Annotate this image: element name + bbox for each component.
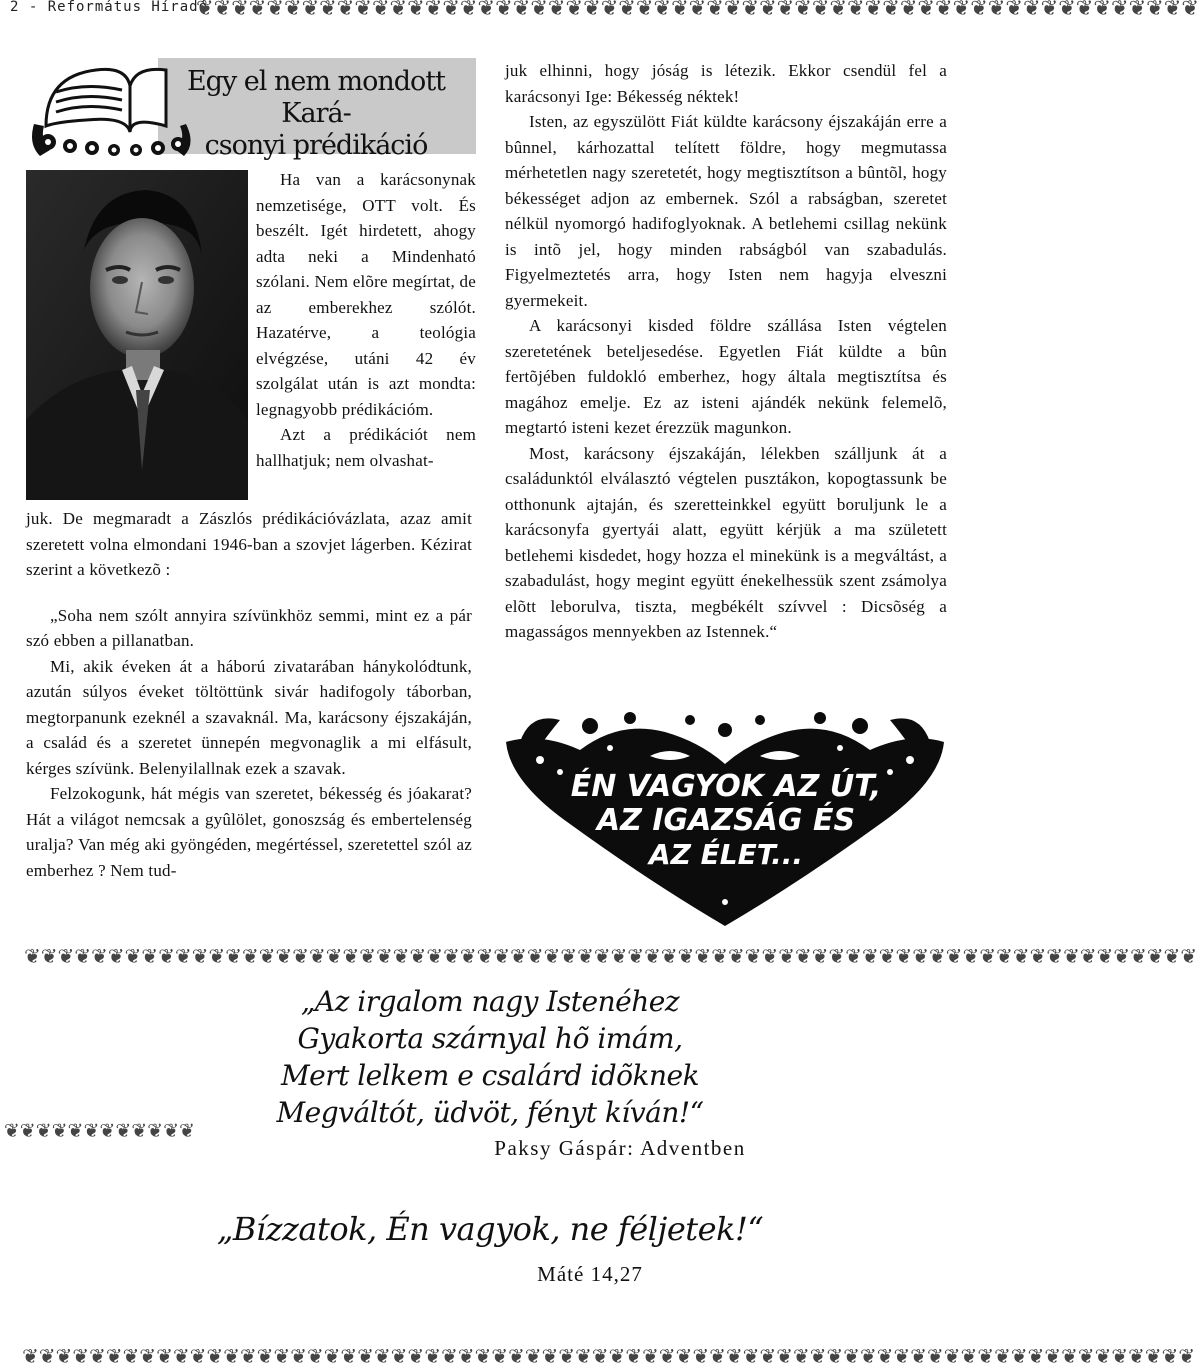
poem-quote — [210, 983, 770, 1131]
article-paragraph: Isten, az egyszülött Fiát küldte karácsony éjszakáján erre a bûnnel, kárhozattal telített földre, hogy megmutassa mérhetetlen nagy szeretetét, hogy megtisztítson a bûntõl, hogy békességet adjon az embernek. Szól a rabságban, szeretet nélkül nyomorgó hadifoglyoknak. A betlehemi csillag nekünk is intõ jel, hogy minden rabságból van szabadulás. Figyelmeztetés arra, hogy Isten nem hagyja elveszni gyermekeit. — [505, 112, 947, 310]
page-header-label: 2 - Református Híradó - — [10, 0, 227, 15]
ornament-border-bottom: ❦❦❦❦❦❦❦❦❦❦❦❦❦❦❦❦❦❦❦❦❦❦❦❦❦❦❦❦❦❦❦❦❦❦❦❦❦❦❦❦❦❦❦❦❦❦❦❦❦❦❦❦❦❦❦❦❦❦❦❦❦❦❦❦❦❦❦❦❦❦ — [22, 1344, 1196, 1368]
heart-lettering-line3: AZ ÉLET... — [648, 838, 804, 871]
article-title-line1: Egy el nem mondott Kará- — [186, 66, 446, 129]
heart-folk-ornament-icon — [500, 712, 950, 927]
article-paragraph: Most, karácsony éjszakáján, lélekben szálljunk át a családunktól elválasztó végtelen pusztákon, kopogtassunk be otthonunk ajtaján, és szeretteinkkel együtt boruljunk le a karácsonyfa gyertyái alatt, együtt kérjük a ma született betlehemi kisdedet, hogy hozza el minekünk is a megváltást, a szabadulást, hogy megint együtt énekelhessük szent zsámolya elõtt leborulva, tiszta, megbékélt szívvel : Dicsõség a magasságos mennyekben az Istennek.“ — [505, 443, 947, 641]
article-intro-paragraph-2: Azt a prédikációt nem hallhatjuk; nem olvashat- — [256, 425, 476, 470]
ornament-border-left: ❦❦❦❦❦❦❦❦❦❦❦❦ — [4, 1120, 196, 1142]
article-paragraph: A karácsonyi kisded földre szállása Isten végtelen szeretetének beteljesedése. Egyetlen Fiát küldte a bûn fertõjében fuldokló emberhez, hogy általa megtisztítsa és magához emelje. Ez az isteni ajándék nekünk felemelõ, megtartó isteni kezet érezzük magunkon. — [505, 316, 947, 437]
heart-lettering-line2: AZ IGAZSÁG ÉS — [596, 803, 856, 838]
poem-line: Megváltót, üdvöt, fényt kíván!“ — [276, 1096, 704, 1129]
poem-attribution: Paksy Gáspár: Adventben — [494, 1136, 746, 1160]
poem-line: „Az irgalom nagy Istenéhez — [300, 985, 680, 1018]
article-left-column — [26, 506, 472, 883]
poem-line: Mert lelkem e csalárd idõknek — [280, 1059, 700, 1092]
article-paragraph: „Soha nem szólt annyira szívünkhöz semmi, mint ez a pár szó ebben a pillanatban. — [26, 605, 472, 650]
bible-quote: „Bízzatok, Én vagyok, ne féljetek!“ — [216, 1210, 764, 1248]
article-paragraph: juk elhinni, hogy jóság is létezik. Ekkor csendül fel a karácsonyi Ige: Békesség néktek! — [505, 61, 947, 106]
portrait-photo — [26, 170, 248, 500]
article-paragraph: Mi, akik éveken át a háború zivatarában hánykolódtunk, azután súlyos éveket töltöttünk sivár hadifogoly táborban, megtorpanunk ezeknél a szavaknál. Ma, karácsony éjszakáján, a család és a szeretet ünnepén megvonaglik a mi elfásult, kérges szívünk. Belenyilallnak ezek a szavak. — [26, 656, 472, 778]
article-title — [160, 66, 472, 162]
ornament-border-top: ❦❦❦❦❦❦❦❦❦❦❦❦❦❦❦❦❦❦❦❦❦❦❦❦❦❦❦❦❦❦❦❦❦❦❦❦❦❦❦❦❦❦❦❦❦❦❦❦❦❦❦❦❦❦❦❦❦ — [196, 0, 1199, 20]
bible-reference: Máté 14,27 — [537, 1262, 643, 1286]
article-paragraph: Felzokogunk, hát mégis van szeretet, békesség és jóakarat? Hát a világot nemcsak a gyûlölet, gonoszság és embertelenség uralja? Van még aki gyöngéden, megértéssel, szeretettel szól az emberhez ? Nem tud- — [26, 784, 472, 880]
article-intro-wrap — [256, 167, 476, 473]
article-intro-paragraph: Ha van a karácsonynak nemzetisége, OTT volt. És beszélt. Igét hirdetett, ahogy adta neki a Mindenható szólani. Nem elõre megírtat, de az emberekhez szólót. Hazatérve, a teológia elvégzése, utáni 42 év szolgálat után is azt mondta: legnagyobb prédikációm. — [256, 170, 476, 419]
poem-line: Gyakorta szárnyal hõ imám, — [297, 1022, 683, 1055]
article-paragraph: juk. De megmaradt a Zászlós prédikációvázlata, azaz amit szeretett volna elmondani 1946-ban a szovjet lágerben. Kézirat szerint a következõ : — [26, 509, 472, 579]
ornament-divider: ❦❦❦❦❦❦❦❦❦❦❦❦❦❦❦❦❦❦❦❦❦❦❦❦❦❦❦❦❦❦❦❦❦❦❦❦❦❦❦❦❦❦❦❦❦❦❦❦❦❦❦❦❦❦❦❦❦❦❦❦❦❦❦❦❦❦❦❦❦❦ — [24, 944, 1198, 968]
heart-lettering-line1: ÉN VAGYOK AZ ÚT, — [570, 769, 882, 804]
article-right-column — [505, 58, 947, 645]
article-title-line2: csonyi prédikáció — [204, 130, 428, 161]
